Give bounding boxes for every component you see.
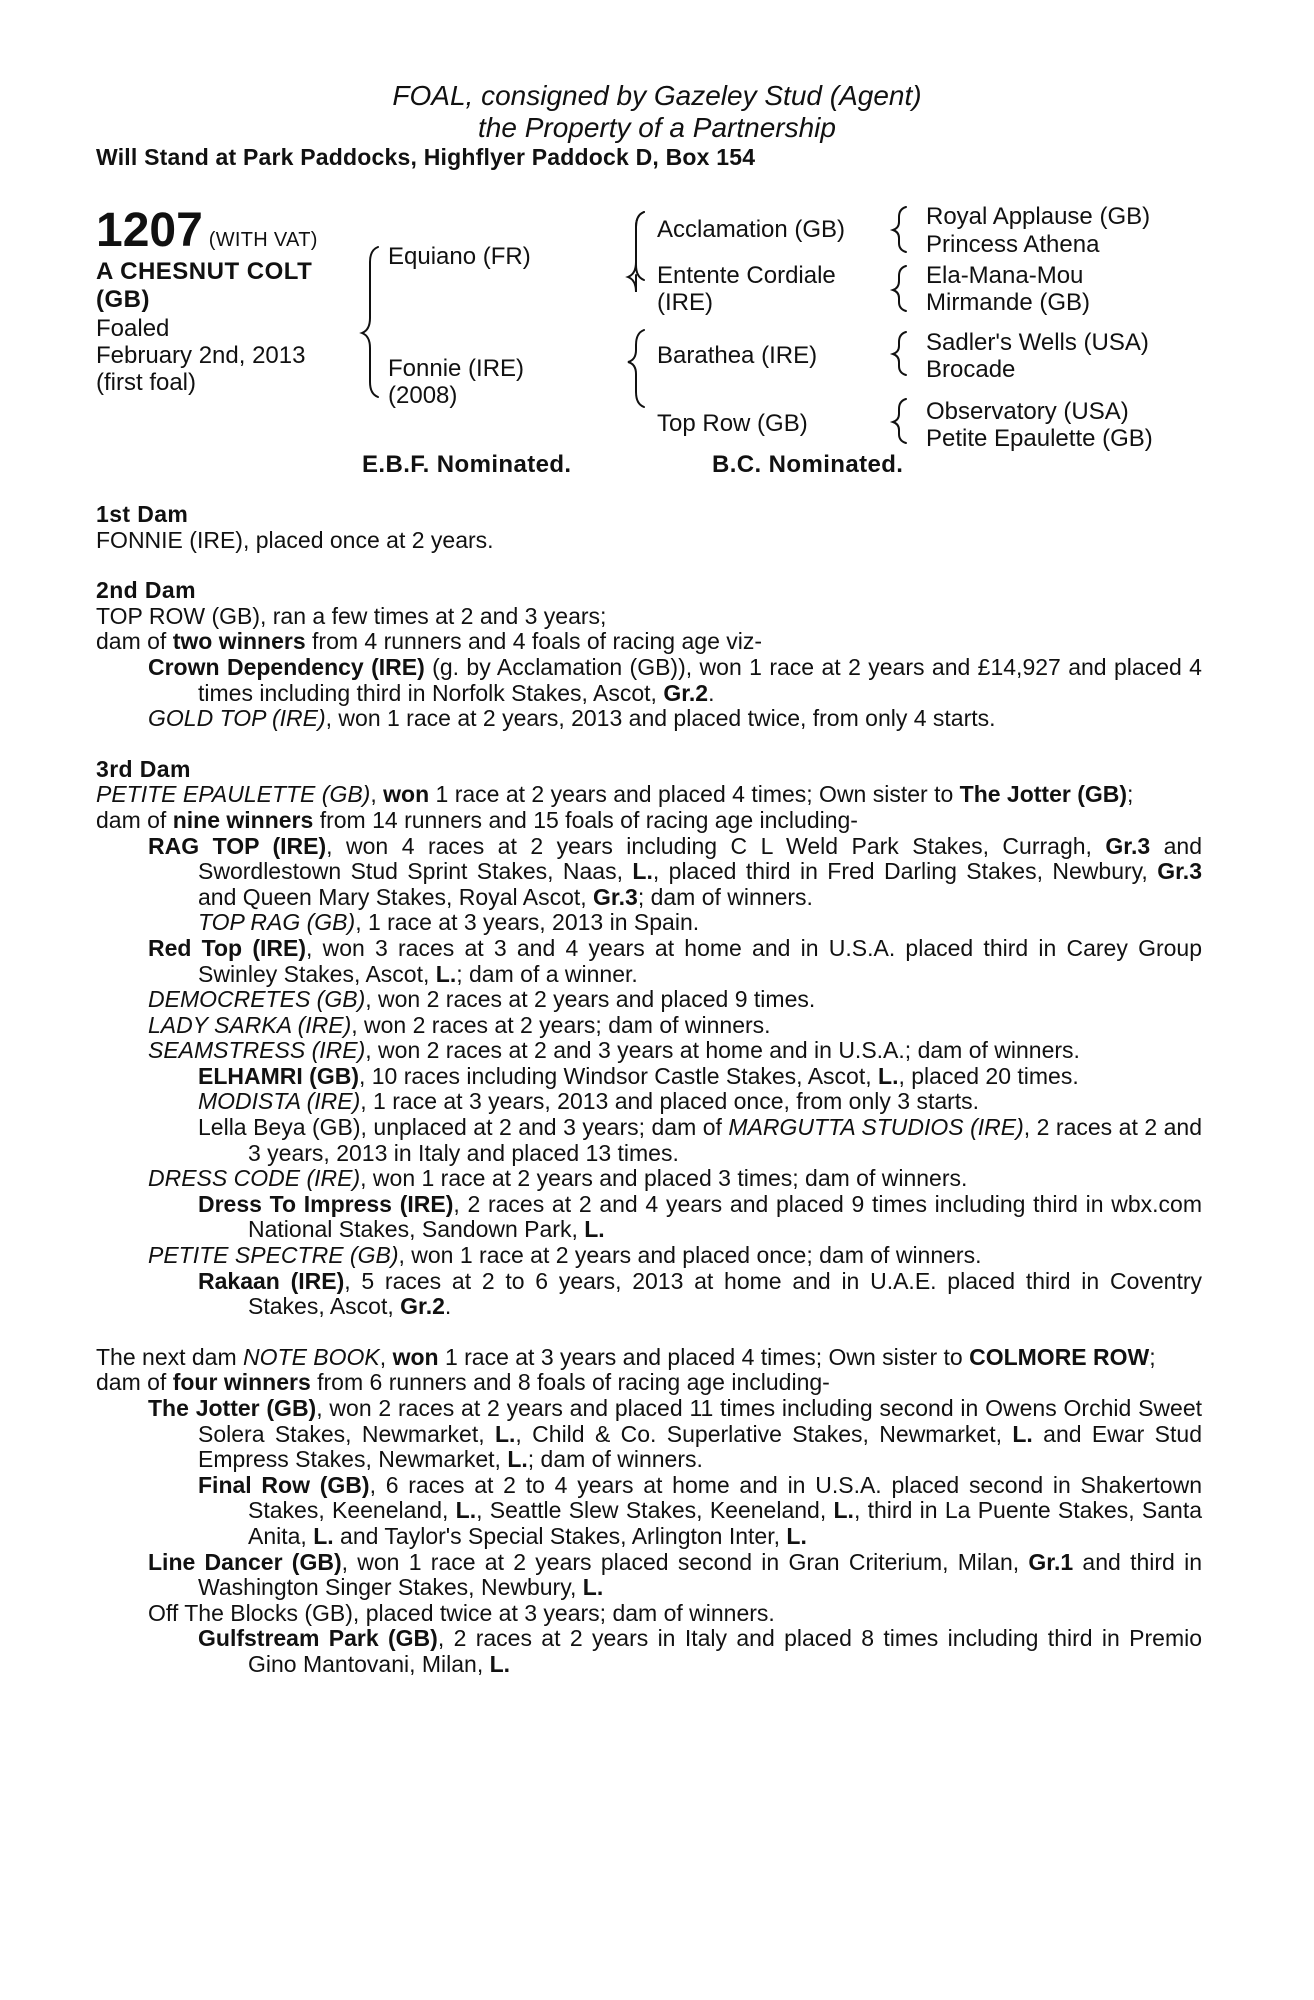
brace-g2 [893,266,906,311]
rakaan-entry: Rakaan (IRE), 5 races at 2 to 6 years, 2013 at home and in U.A.E. placed third in Coventry Stakes, Ascot, Gr.2. [198,1267,1202,1320]
final-row-entry: Final Row (GB), 6 races at 2 to 4 years at home and in U.S.A. placed second in Shakertown Stakes, Keeneland, L., Seattle Slew Stakes, Keeneland, L., third in La Puente Stakes, Santa Anita, L. and Taylor's Special Stakes, Arlington Inter, L. [198,1471,1203,1549]
header-line-2: the Property of a Partnership [478,112,836,143]
third-dam-produce: dam of nine winners from 14 runners and 15 foals of racing age including- [96,806,858,833]
off-the-blocks-entry: Off The Blocks (GB), placed twice at 3 years; dam of winners. [148,1599,775,1626]
pedigree-dam-dam: Top Row (GB) [657,410,808,437]
petite-spectre-entry: PETITE SPECTRE (GB), won 1 race at 2 years and placed once; dam of winners. [148,1242,982,1269]
header-line-1: FOAL, consigned by Gazeley Stud (Agent) [392,80,922,111]
brace-g1 [893,207,906,252]
pedigree-gg-3: Ela-Mana-Mou [926,262,1084,289]
pedigree-gg-1: Royal Applause (GB) [926,203,1151,230]
pedigree-sire-dam [657,262,836,316]
pedigree-gg-6: Brocade [926,356,1016,383]
seamstress-entry: SEAMSTRESS (IRE), won 2 races at 2 and 3 years at home and in U.S.A.; dam of winners. [148,1037,1080,1064]
dam-records [96,502,1202,1678]
pedigree-dam [388,355,524,409]
crown-dependency-entry: Crown Dependency (IRE) (g. by Acclamation (GB)), won 1 race at 2 years and £14,927 and placed 4 times including third in Norfolk Stakes, Ascot, Gr.2. [148,653,1202,706]
second-dam-title: 2nd Dam [96,577,196,604]
lot-number-value: 1207 [96,204,203,257]
pedigree-sire-dam-line-2: (IRE) [657,289,713,316]
rag-top-entry: RAG TOP (IRE), won 4 races at 2 years including C L Weld Park Stakes, Curragh, Gr.3 and Swordlestown Stud Sprint Stakes, Naas, L., placed third in Fred Darling Stakes, Newbury, Gr.3 and Queen Mary Stakes, Royal Ascot, Gr.3; dam of winners. [148,832,1203,910]
foaled-label: Foaled [96,315,170,342]
third-dam-line: PETITE EPAULETTE (GB), won 1 race at 2 years and placed 4 times; Own sister to The Jotter (GB); [96,781,1134,808]
next-dam-produce: dam of four winners from 6 runners and 8 foals of racing age including- [96,1369,830,1396]
pedigree-gg-4: Mirmande (GB) [926,289,1091,316]
line-dancer-entry: Line Dancer (GB), won 1 race at 2 years placed second in Gran Criterium, Milan, Gr.1 and third in Washington Singer Stakes, Newbury, L. [148,1548,1202,1601]
red-top-entry: Red Top (IRE), won 3 races at 3 and 4 years at home and in U.S.A. placed third in Carey Group Swinley Stakes, Ascot, L.; dam of a winner. [148,934,1202,987]
third-dam-title: 3rd Dam [96,755,191,782]
dress-code-entry: DRESS CODE (IRE), won 1 race at 2 years and placed 3 times; dam of winners. [148,1165,968,1192]
top-rag-entry: TOP RAG (GB), 1 race at 3 years, 2013 in Spain. [198,909,700,936]
header-stand-location: Will Stand at Park Paddocks, Highflyer Paddock D, Box 154 [96,144,756,170]
the-jotter-entry: The Jotter (GB), won 2 races at 2 years and placed 11 times including second in Owens Orchid Sweet Solera Stakes, Newmarket, L., Child & Co. Superlative Stakes, Newmarket, L. and Ewar Stud Empress Stakes, Newmarket, L.; dam of winners. [148,1395,1202,1473]
pedigree-dam-sire: Barathea (IRE) [657,342,818,369]
pedigree-dam-year: (2008) [388,382,458,409]
pedigree-gg-7: Observatory (USA) [926,398,1129,425]
modista-entry: MODISTA (IRE), 1 race at 3 years, 2013 and placed once, from only 3 starts. [198,1088,980,1115]
brace-g3 [893,332,906,375]
democretes-entry: DEMOCRETES (GB), won 2 races at 2 years and placed 9 times. [148,986,816,1013]
next-dam-line: The next dam NOTE BOOK, won 1 race at 3 years and placed 4 times; Own sister to COLMORE ROW; [96,1343,1156,1370]
pedigree-sire-sire: Acclamation (GB) [657,216,846,243]
dress-to-impress-entry: Dress To Impress (IRE), 2 races at 2 and 4 years and placed 9 times including third in wbx.com National Stakes, Sandown Park, L. [198,1190,1202,1243]
lella-beya-entry: Lella Beya (GB), unplaced at 2 and 3 years; dam of MARGUTTA STUDIOS (IRE), 2 races at 2 and 3 years, 2013 in Italy and placed 13 times. [198,1114,1202,1166]
lot-title-line-1: A CHESNUT COLT [96,258,313,285]
pedigree-dam-name: Fonnie (IRE) [388,355,525,382]
first-dam-title: 1st Dam [96,501,189,527]
vat-note: (WITH VAT) [208,229,318,251]
second-dam-line: TOP ROW (GB), ran a few times at 2 and 3 years; [96,602,607,629]
foaled-note: (first foal) [96,369,197,396]
brace-g4 [893,399,906,443]
gulfstream-park-entry: Gulfstream Park (GB), 2 races at 2 years in Italy and placed 8 times including third in Premio Gino Mantovani, Milan, L. [198,1625,1202,1677]
foaled-date: February 2nd, 2013 [96,342,306,369]
lot-title-line-2: (GB) [96,286,150,313]
bc-nominated: B.C. Nominated. [712,451,904,478]
first-dam-text: FONNIE (IRE), placed once at 2 years. [96,526,494,553]
pedigree-gg-2: Princess Athena [926,231,1100,258]
second-dam-produce: dam of two winners from 4 runners and 4 foals of racing age viz- [96,628,763,655]
lady-sarka-entry: LADY SARKA (IRE), won 2 races at 2 years; dam of winners. [148,1011,771,1038]
pedigree-gg-8: Petite Epaulette (GB) [926,425,1153,452]
pedigree-sire: Equiano (FR) [388,243,531,270]
elhamri-entry: ELHAMRI (GB), 10 races including Windsor Castle Stakes, Ascot, L., placed 20 times. [198,1062,1079,1089]
gold-top-entry: GOLD TOP (IRE), won 1 race at 2 years, 2013 and placed twice, from only 4 starts. [148,705,996,732]
brace-dam-line [628,330,644,407]
brace-sire-dam [362,247,378,397]
pedigree-sire-dam-line-1: Entente Cordiale [657,262,836,289]
ebf-nominated: E.B.F. Nominated. [362,451,572,478]
pedigree-gg-5: Sadler's Wells (USA) [926,329,1149,356]
